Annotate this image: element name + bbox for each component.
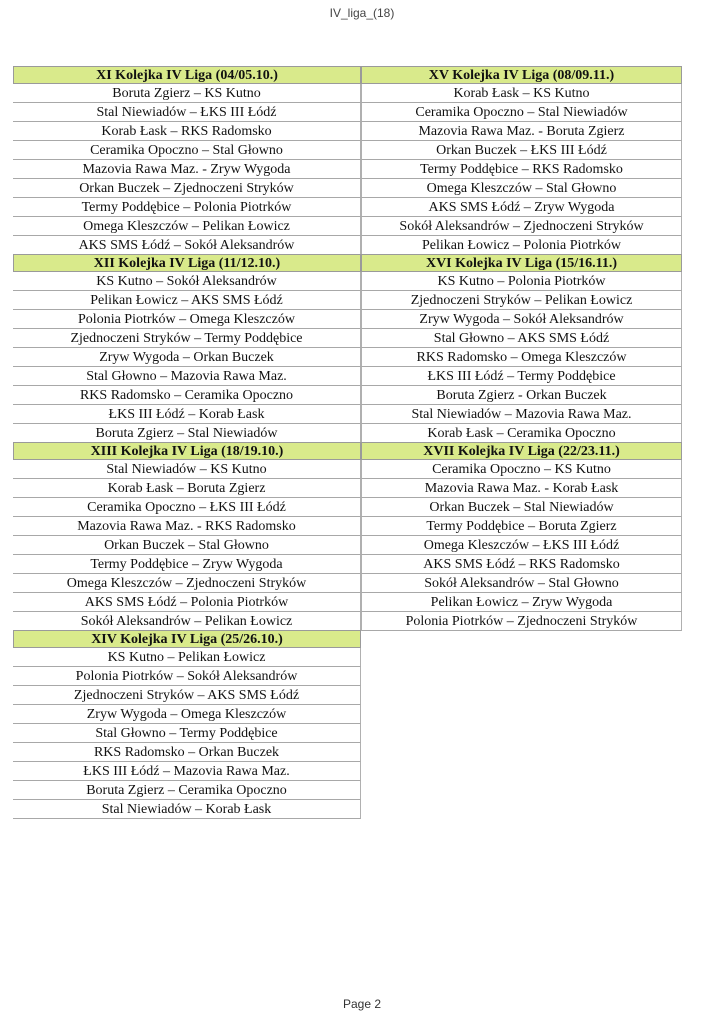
match-row: Stal Niewiadów – ŁKS III Łódź [13, 103, 361, 122]
round-title: XVII Kolejka IV Liga (22/23.11.) [361, 442, 682, 460]
match-row: RKS Radomsko – Omega Kleszczów [361, 348, 682, 367]
round-title: XVI Kolejka IV Liga (15/16.11.) [361, 254, 682, 272]
round-block [361, 254, 682, 443]
match-row: Termy Poddębice – RKS Radomsko [361, 160, 682, 179]
match-row: Termy Poddębice – Zryw Wygoda [13, 555, 361, 574]
match-row: Zjednoczeni Stryków – Termy Poddębice [13, 329, 361, 348]
round-block [13, 254, 361, 443]
round-block [361, 442, 682, 631]
match-row: ŁKS III Łódź – Termy Poddębice [361, 367, 682, 386]
match-row: Pelikan Łowicz – AKS SMS Łódź [13, 291, 361, 310]
match-row: Zryw Wygoda – Omega Kleszczów [13, 705, 361, 724]
match-row: Boruta Zgierz – Ceramika Opoczno [13, 781, 361, 800]
match-row: Ceramika Opoczno – Stal Głowno [13, 141, 361, 160]
match-row: RKS Radomsko – Ceramika Opoczno [13, 386, 361, 405]
match-row: AKS SMS Łódź – Zryw Wygoda [361, 198, 682, 217]
match-row: Polonia Piotrków – Zjednoczeni Stryków [361, 612, 682, 631]
match-row: ŁKS III Łódź – Korab Łask [13, 405, 361, 424]
match-row: RKS Radomsko – Orkan Buczek [13, 743, 361, 762]
match-row: Omega Kleszczów – Pelikan Łowicz [13, 217, 361, 236]
match-row: Orkan Buczek – Stal Niewiadów [361, 498, 682, 517]
match-row: Termy Poddębice – Boruta Zgierz [361, 517, 682, 536]
round-title: XIII Kolejka IV Liga (18/19.10.) [13, 442, 361, 460]
match-row: Polonia Piotrków – Sokół Aleksandrów [13, 667, 361, 686]
match-row: Korab Łask – Boruta Zgierz [13, 479, 361, 498]
page-number: Page 2 [342, 997, 382, 1011]
round-block [13, 630, 361, 819]
match-row: Omega Kleszczów – Stal Głowno [361, 179, 682, 198]
match-row: Korab Łask – Ceramika Opoczno [361, 424, 682, 443]
match-row: Korab Łask – KS Kutno [361, 84, 682, 103]
match-row: Boruta Zgierz – Stal Niewiadów [13, 424, 361, 443]
match-row: Boruta Zgierz - Orkan Buczek [361, 386, 682, 405]
match-row: Omega Kleszczów – ŁKS III Łódź [361, 536, 682, 555]
match-row: Orkan Buczek – Zjednoczeni Stryków [13, 179, 361, 198]
match-row: Stal Niewiadów – KS Kutno [13, 460, 361, 479]
round-title: XIV Kolejka IV Liga (25/26.10.) [13, 630, 361, 648]
match-row: Mazovia Rawa Maz. - Zryw Wygoda [13, 160, 361, 179]
right-schedule-column [361, 67, 682, 631]
match-row: Zjednoczeni Stryków – Pelikan Łowicz [361, 291, 682, 310]
match-row: AKS SMS Łódź – Sokół Aleksandrów [13, 236, 361, 255]
match-row: Sokół Aleksandrów – Stal Głowno [361, 574, 682, 593]
round-title: XI Kolejka IV Liga (04/05.10.) [13, 66, 361, 84]
match-row: Sokół Aleksandrów – Zjednoczeni Stryków [361, 217, 682, 236]
match-row: Stal Głowno – Termy Poddębice [13, 724, 361, 743]
round-block [13, 442, 361, 631]
match-row: Stal Głowno – AKS SMS Łódź [361, 329, 682, 348]
match-row: Mazovia Rawa Maz. - RKS Radomsko [13, 517, 361, 536]
match-row: Zjednoczeni Stryków – AKS SMS Łódź [13, 686, 361, 705]
match-row: Zryw Wygoda – Orkan Buczek [13, 348, 361, 367]
match-row: Termy Poddębice – Polonia Piotrków [13, 198, 361, 217]
left-schedule-column [13, 67, 361, 819]
round-title: XII Kolejka IV Liga (11/12.10.) [13, 254, 361, 272]
match-row: Korab Łask – RKS Radomsko [13, 122, 361, 141]
match-row: Mazovia Rawa Maz. - Korab Łask [361, 479, 682, 498]
match-row: Pelikan Łowicz – Zryw Wygoda [361, 593, 682, 612]
match-row: Pelikan Łowicz – Polonia Piotrków [361, 236, 682, 255]
match-row: Ceramika Opoczno – KS Kutno [361, 460, 682, 479]
round-block [13, 66, 361, 255]
match-row: Orkan Buczek – Stal Głowno [13, 536, 361, 555]
document-header: IV_liga_(18) [329, 6, 395, 20]
round-block [361, 66, 682, 255]
match-row: Sokół Aleksandrów – Pelikan Łowicz [13, 612, 361, 631]
match-row: Mazovia Rawa Maz. - Boruta Zgierz [361, 122, 682, 141]
match-row: Ceramika Opoczno – Stal Niewiadów [361, 103, 682, 122]
match-row: Ceramika Opoczno – ŁKS III Łódź [13, 498, 361, 517]
match-row: KS Kutno – Polonia Piotrków [361, 272, 682, 291]
match-row: Boruta Zgierz – KS Kutno [13, 84, 361, 103]
round-title: XV Kolejka IV Liga (08/09.11.) [361, 66, 682, 84]
match-row: Stal Głowno – Mazovia Rawa Maz. [13, 367, 361, 386]
match-row: Polonia Piotrków – Omega Kleszczów [13, 310, 361, 329]
match-row: ŁKS III Łódź – Mazovia Rawa Maz. [13, 762, 361, 781]
match-row: Omega Kleszczów – Zjednoczeni Stryków [13, 574, 361, 593]
match-row: Zryw Wygoda – Sokół Aleksandrów [361, 310, 682, 329]
match-row: Stal Niewiadów – Mazovia Rawa Maz. [361, 405, 682, 424]
match-row: KS Kutno – Pelikan Łowicz [13, 648, 361, 667]
match-row: Orkan Buczek – ŁKS III Łódź [361, 141, 682, 160]
match-row: Stal Niewiadów – Korab Łask [13, 800, 361, 819]
match-row: AKS SMS Łódź – Polonia Piotrków [13, 593, 361, 612]
match-row: AKS SMS Łódź – RKS Radomsko [361, 555, 682, 574]
match-row: KS Kutno – Sokół Aleksandrów [13, 272, 361, 291]
